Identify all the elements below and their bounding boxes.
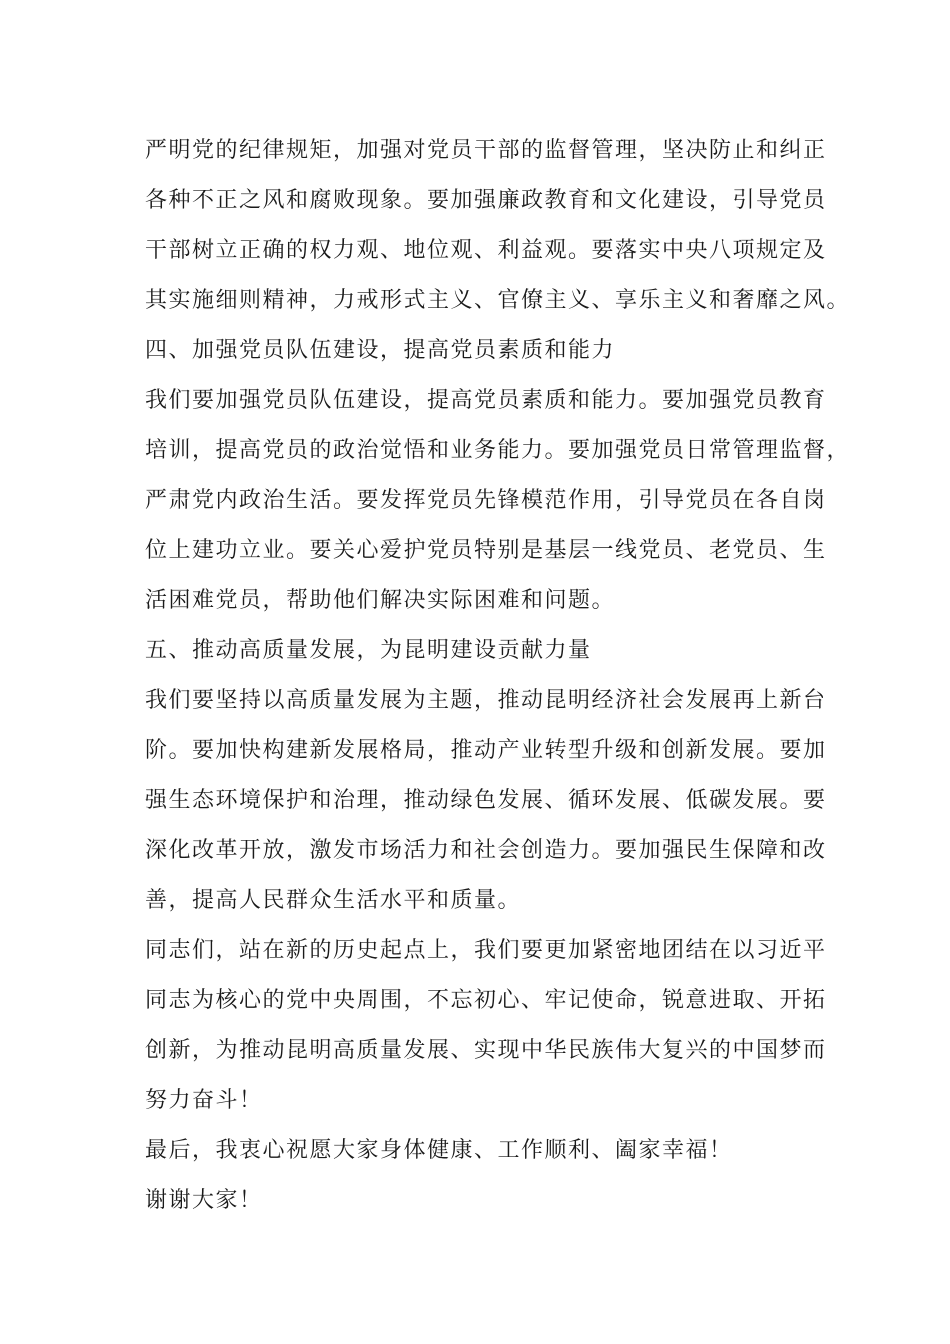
paragraph-line: 努力奋斗！	[145, 1088, 263, 1113]
section-heading-5: 五、推动高质量发展，为昆明建设贡献力量	[145, 638, 592, 663]
paragraph-line: 创新，为推动昆明高质量发展、实现中华民族伟大复兴的中国梦而	[145, 1038, 827, 1063]
paragraph-line: 善，提高人民群众生活水平和质量。	[145, 888, 522, 913]
paragraph-line: 活困难党员，帮助他们解决实际困难和问题。	[145, 588, 616, 613]
paragraph-line: 干部树立正确的权力观、地位观、利益观。要落实中央八项规定及	[145, 238, 827, 263]
paragraph-line: 各种不正之风和腐败现象。要加强廉政教育和文化建设，引导党员	[145, 188, 827, 213]
paragraph-line: 我们要坚持以高质量发展为主题，推动昆明经济社会发展再上新台	[145, 688, 827, 713]
paragraph-line: 同志们，站在新的历史起点上，我们要更加紧密地团结在以习近平	[145, 938, 827, 963]
paragraph-line: 我们要加强党员队伍建设，提高党员素质和能力。要加强党员教育	[145, 388, 827, 413]
closing-wishes: 最后，我衷心祝愿大家身体健康、工作顺利、阖家幸福！	[145, 1138, 733, 1163]
paragraph-line: 深化改革开放，激发市场活力和社会创造力。要加强民生保障和改	[145, 838, 827, 863]
paragraph-line: 阶。要加快构建新发展格局，推动产业转型升级和创新发展。要加	[145, 738, 827, 763]
paragraph-line: 强生态环境保护和治理，推动绿色发展、循环发展、低碳发展。要	[145, 788, 827, 813]
paragraph-line: 培训，提高党员的政治觉悟和业务能力。要加强党员日常管理监督，	[145, 438, 851, 463]
paragraph-line: 同志为核心的党中央周围，不忘初心、牢记使命，锐意进取、开拓	[145, 988, 827, 1013]
paragraph-line: 严肃党内政治生活。要发挥党员先锋模范作用，引导党员在各自岗	[145, 488, 827, 513]
paragraph-line: 其实施细则精神，力戒形式主义、官僚主义、享乐主义和奢靡之风。	[145, 288, 851, 313]
paragraph-line: 严明党的纪律规矩，加强对党员干部的监督管理，坚决防止和纠正	[145, 138, 827, 163]
section-heading-4: 四、加强党员队伍建设，提高党员素质和能力	[145, 338, 616, 363]
closing-thanks: 谢谢大家！	[145, 1188, 263, 1213]
paragraph-line: 位上建功立业。要关心爱护党员特别是基层一线党员、老党员、生	[145, 538, 827, 563]
